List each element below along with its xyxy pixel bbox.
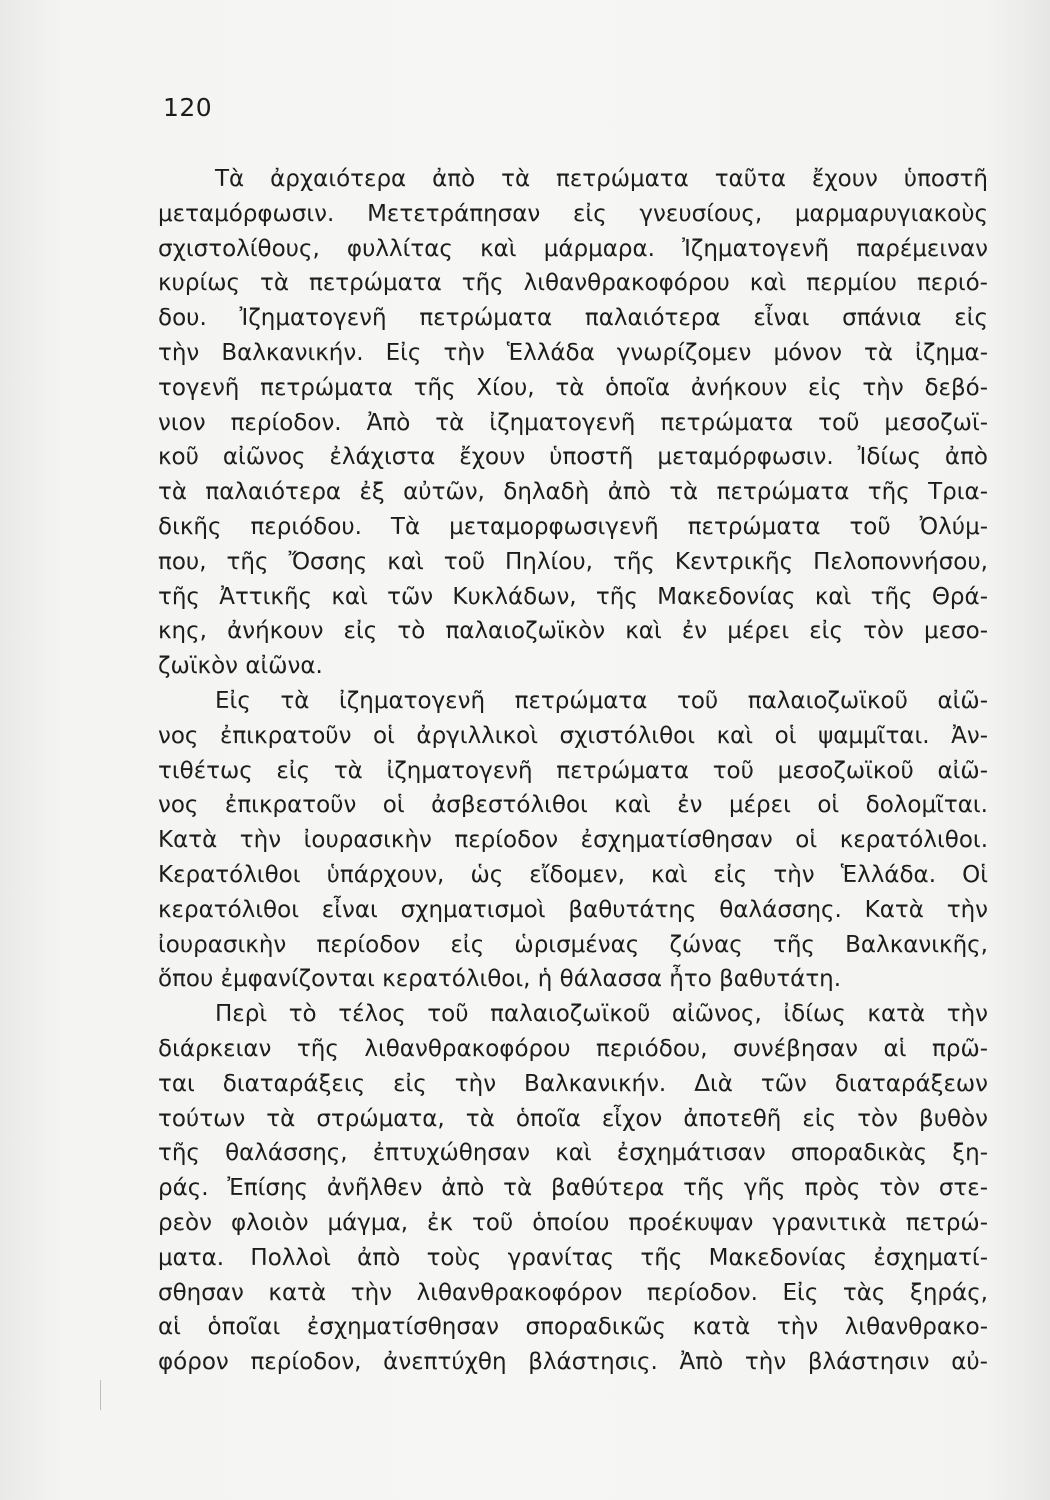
paragraph [158, 997, 988, 1380]
body-text [158, 162, 988, 1380]
text-line: ζωϊκὸν αἰῶνα. [158, 653, 323, 680]
scan-edge-mark [100, 1380, 101, 1410]
text-line: ρεὸν φλοιὸν μάγμα, ἐκ τοῦ ὁποίου προέκυψαν γρανιτικὰ πετρώ- [158, 1209, 988, 1236]
text-line: δικῆς περιόδου. Τὰ μεταμορφωσιγενῆ πετρώματα τοῦ Ὀλύμ- [158, 513, 988, 540]
text-line: κης, ἀνήκουν εἰς τὸ παλαιοζωϊκὸν καὶ ἐν μέρει εἰς τὸν μεσο- [158, 618, 988, 645]
text-line: νιον περίοδον. Ἀπὸ τὰ ἰζηματογενῆ πετρώματα τοῦ μεσοζωϊ- [158, 409, 988, 436]
text-line: σχιστολίθους, φυλλίτας καὶ μάρμαρα. Ἰζηματογενῆ παρέμειναν [158, 235, 988, 262]
text-line: τῆς θαλάσσης, ἐπτυχώθησαν καὶ ἐσχημάτισαν σποραδικὰς ξη- [158, 1140, 988, 1167]
text-line: Εἰς τὰ ἰζηματογενῆ πετρώματα τοῦ παλαιοζωϊκοῦ αἰῶ- [215, 687, 988, 714]
text-line: τούτων τὰ στρώματα, τὰ ὁποῖα εἶχον ἀποτεθῆ εἰς τὸν βυθὸν [158, 1105, 988, 1132]
text-line: τιθέτως εἰς τὰ ἰζηματογενῆ πετρώματα τοῦ μεσοζωϊκοῦ αἰῶ- [158, 757, 988, 784]
text-line: Κατὰ τὴν ἰουρασικὴν περίοδον ἐσχηματίσθησαν οἱ κερατόλιθοι. [158, 827, 988, 854]
text-line: αἱ ὁποῖαι ἐσχηματίσθησαν σποραδικῶς κατὰ τὴν λιθανθρακο- [158, 1314, 988, 1341]
text-line: νος ἐπικρατοῦν οἱ ἀσβεστόλιθοι καὶ ἐν μέρει οἱ δολομῖται. [158, 792, 988, 819]
paragraph [158, 162, 988, 684]
text-line: δου. Ἰζηματογενῆ πετρώματα παλαιότερα εἶναι σπάνια εἰς [158, 305, 988, 332]
text-line: Περὶ τὸ τέλος τοῦ παλαιοζωϊκοῦ αἰῶνος, ἰδίως κατὰ τὴν [215, 1001, 988, 1028]
text-line: διάρκειαν τῆς λιθανθρακοφόρου περιόδου, συνέβησαν αἱ πρῶ- [158, 1035, 988, 1062]
page-number: 120 [163, 93, 213, 122]
text-line: που, τῆς Ὄσσης καὶ τοῦ Πηλίου, τῆς Κεντρικῆς Πελοποννήσου, [158, 548, 988, 575]
paragraph [158, 684, 988, 997]
text-line: ματα. Πολλοὶ ἀπὸ τοὺς γρανίτας τῆς Μακεδονίας ἐσχηματί- [158, 1244, 988, 1271]
text-line: ται διαταράξεις εἰς τὴν Βαλκανικήν. Διὰ τῶν διαταράξεων [158, 1070, 988, 1097]
text-line: Κερατόλιθοι ὑπάρχουν, ὡς εἴδομεν, καὶ εἰς τὴν Ἑλλάδα. Οἱ [158, 861, 988, 888]
text-line: ὅπου ἐμφανίζονται κερατόλιθοι, ἡ θάλασσα ἦτο βαθυτάτη. [158, 966, 842, 993]
text-line: ἰουρασικὴν περίοδον εἰς ὡρισμένας ζώνας τῆς Βαλκανικῆς, [158, 931, 988, 958]
text-line: ράς. Ἐπίσης ἀνῆλθεν ἀπὸ τὰ βαθύτερα τῆς γῆς πρὸς τὸν στε- [158, 1175, 988, 1202]
text-line: φόρον περίοδον, ἀνεπτύχθη βλάστησις. Ἀπὸ τὴν βλάστησιν αὐ- [158, 1349, 988, 1376]
text-line: μεταμόρφωσιν. Μετετράπησαν εἰς γνευσίους, μαρμαρυγιακοὺς [158, 200, 988, 227]
text-line: κυρίως τὰ πετρώματα τῆς λιθανθρακοφόρου καὶ περμίου περιό- [158, 270, 988, 297]
text-line: Τὰ ἀρχαιότερα ἀπὸ τὰ πετρώματα ταῦτα ἔχουν ὑποστῆ [215, 166, 988, 192]
text-line: κοῦ αἰῶνος ἐλάχιστα ἔχουν ὑποστῆ μεταμόρφωσιν. Ἰδίως ἀπὸ [158, 444, 988, 471]
text-line: κερατόλιθοι εἶναι σχηματισμοὶ βαθυτάτης θαλάσσης. Κατὰ τὴν [158, 896, 988, 923]
text-line: νος ἐπικρατοῦν οἱ ἀργιλλικοὶ σχιστόλιθοι καὶ οἱ ψαμμῖται. Ἀν- [158, 722, 988, 749]
text-line: σθησαν κατὰ τὴν λιθανθρακοφόρον περίοδον. Εἰς τὰς ξηράς, [158, 1279, 988, 1306]
text-line: τὴν Βαλκανικήν. Εἰς τὴν Ἑλλάδα γνωρίζομεν μόνον τὰ ἰζημα- [158, 339, 988, 366]
text-line: τογενῆ πετρώματα τῆς Χίου, τὰ ὁποῖα ἀνήκουν εἰς τὴν δεβό- [158, 374, 988, 401]
text-line: τὰ παλαιότερα ἐξ αὐτῶν, δηλαδὴ ἀπὸ τὰ πετρώματα τῆς Τρια- [158, 479, 988, 506]
text-line: τῆς Ἀττικῆς καὶ τῶν Κυκλάδων, τῆς Μακεδονίας καὶ τῆς Θρά- [158, 583, 988, 610]
